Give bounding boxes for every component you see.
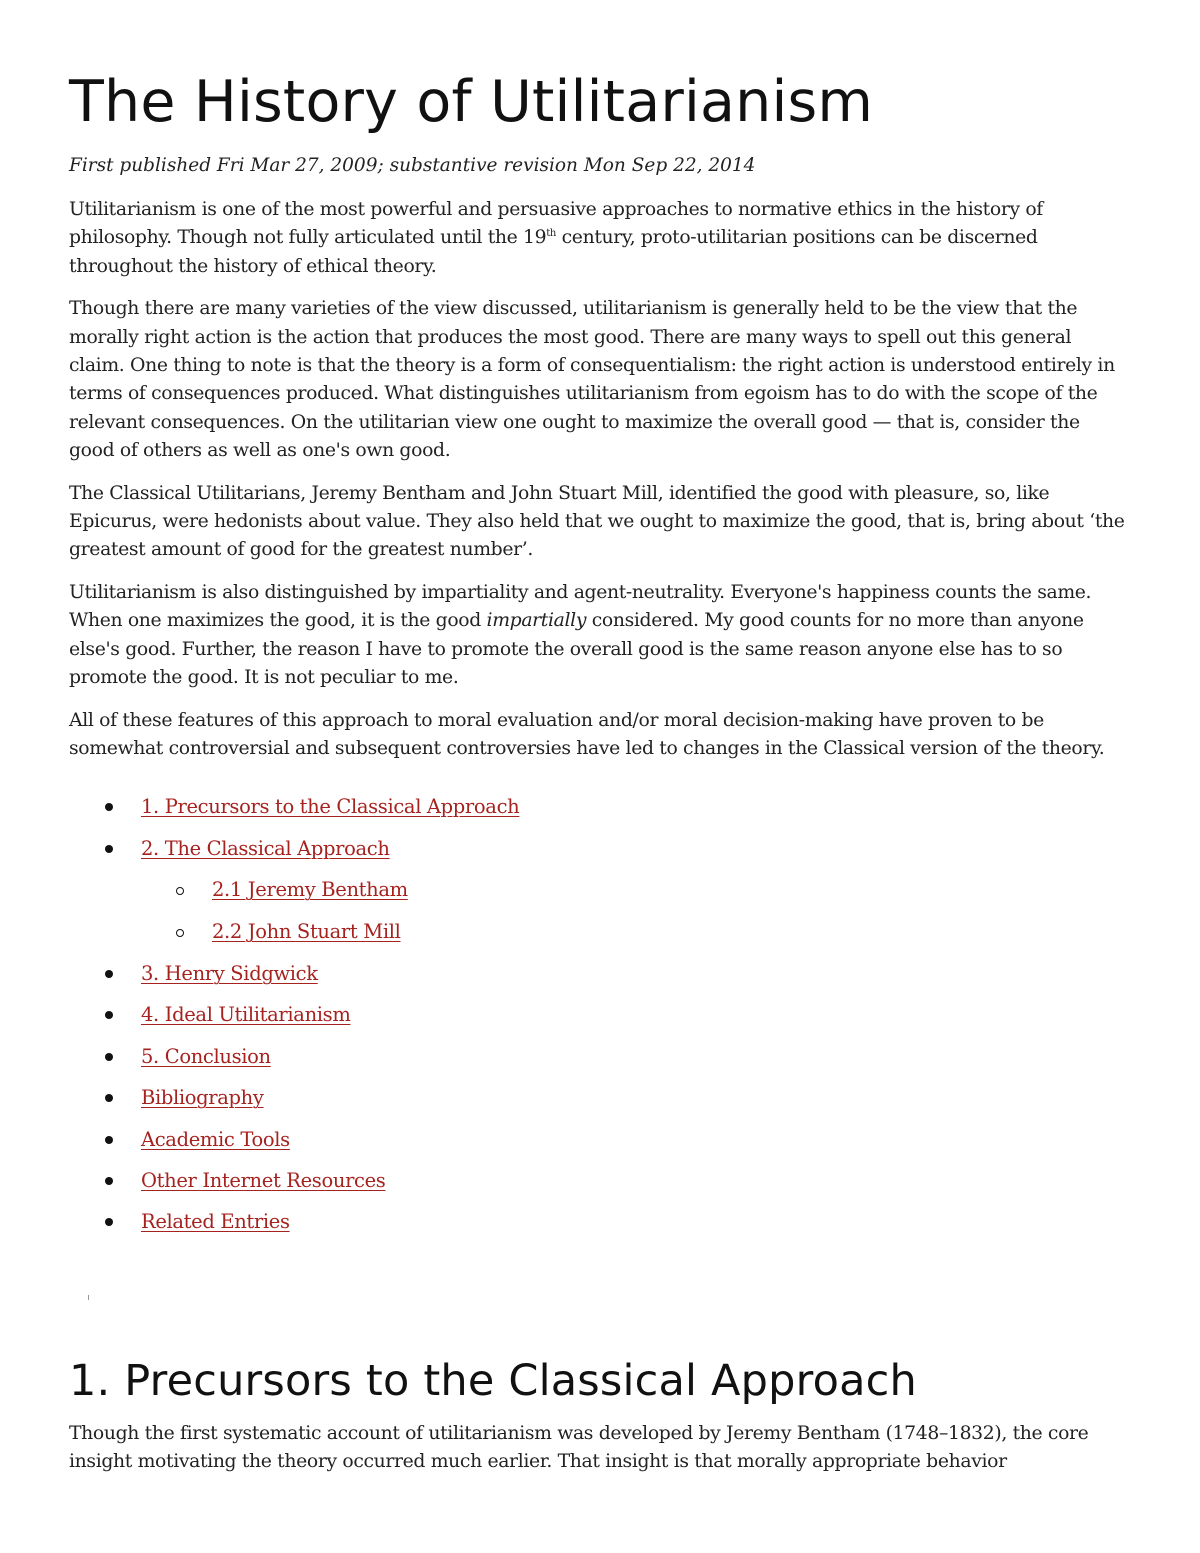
circle-bullet-icon — [176, 929, 184, 937]
circle-bullet-icon — [176, 887, 184, 895]
toc-link-classical-approach[interactable]: 2. The Classical Approach — [141, 836, 390, 860]
bullet-icon — [105, 1053, 113, 1061]
toc-link-conclusion[interactable]: 5. Conclusion — [141, 1044, 271, 1068]
toc-link-ideal-utilitarianism[interactable]: 4. Ideal Utilitarianism — [141, 1003, 351, 1027]
intro-paragraph-5: All of these features of this approach to moral evaluation and/or moral decision-making have proven to be somewhat controversial and subsequent controversies have led to changes in the Classical version of the theory. — [69, 709, 1105, 759]
bullet-icon — [105, 1011, 113, 1019]
bullet-icon — [105, 970, 113, 978]
toc-item — [69, 835, 1129, 863]
toc-item — [69, 1001, 1129, 1029]
ordinal-superscript: th — [546, 228, 557, 240]
toc-item — [69, 1043, 1129, 1071]
toc-link-precursors[interactable]: 1. Precursors to the Classical Approach — [141, 795, 520, 819]
section-paragraph: Though the first systematic account of utilitarianism was developed by Jeremy Bentham (1748–1832), the core insight motivating the theory occurred much earlier. That insight is that morally appropriate behavior — [69, 1423, 1089, 1473]
page-title: The History of Utilitarianism — [69, 69, 874, 135]
bullet-icon — [105, 1218, 113, 1226]
toc-item — [69, 960, 1129, 988]
toc-link-mill[interactable]: 2.2 John Stuart Mill — [212, 920, 401, 944]
document-page — [69, 62, 1129, 1250]
bullet-icon — [105, 1136, 113, 1144]
intro-paragraph-3: The Classical Utilitarians, Jeremy Bentham and John Stuart Mill, identified the good with pleasure, so, like Epicurus, were hedonists about value. They also held that we ought to maximize the good, that is, bring about ‘the greatest amount of good for the greatest number’. — [69, 482, 1125, 561]
cursor-mark — [88, 1295, 89, 1300]
bullet-icon — [105, 845, 113, 853]
toc-item — [69, 1126, 1129, 1154]
paragraph-text: Utilitarianism is also distinguished by impartiality and agent-neutrality. Everyone's happiness counts the same. When one maximizes the good, it is the good — [69, 581, 1092, 632]
toc-item — [69, 1084, 1129, 1112]
toc-subitem — [69, 918, 1129, 946]
paragraph-text: Utilitarianism is one of the most powerful and persuasive approaches to normative ethics in the history of philosophy. Though not fully articulated until the 19 — [69, 199, 1043, 249]
bullet-icon — [105, 1094, 113, 1102]
publication-info: First published Fri Mar 27, 2009; substantive revision Mon Sep 22, 2014 — [69, 155, 756, 176]
toc-item — [69, 793, 1129, 821]
toc-link-other-resources[interactable]: Other Internet Resources — [141, 1169, 386, 1193]
bullet-icon — [105, 1177, 113, 1185]
section-heading: 1. Precursors to the Classical Approach — [69, 1356, 917, 1406]
intro-paragraph-4 — [69, 579, 1129, 693]
toc-item — [69, 1167, 1129, 1195]
bullet-icon — [105, 803, 113, 811]
intro-paragraph-1 — [69, 196, 1129, 281]
paragraph-text: century, proto-utilitarian positions can be discerned throughout the history of ethical theory. — [69, 227, 1038, 277]
toc-link-bentham[interactable]: 2.1 Jeremy Bentham — [212, 878, 408, 902]
table-of-contents — [69, 793, 1129, 1236]
toc-link-sidgwick[interactable]: 3. Henry Sidgwick — [141, 962, 318, 986]
toc-link-related-entries[interactable]: Related Entries — [141, 1210, 290, 1234]
toc-item — [69, 1208, 1129, 1236]
toc-link-bibliography[interactable]: Bibliography — [141, 1086, 264, 1110]
toc-subitem — [69, 876, 1129, 904]
emphasis-text: impartially — [486, 610, 587, 632]
toc-link-academic-tools[interactable]: Academic Tools — [141, 1127, 290, 1151]
paragraph-text: considered. My good counts for no more than anyone else's good. Further, the reason I have to promote the overall good is the same reason anyone else has to so promote the good. It is not peculiar to me. — [69, 610, 1084, 689]
intro-paragraph-2: Though there are many varieties of the view discussed, utilitarianism is generally held to be the view that the morally right action is the action that produces the most good. There are many ways to spell out this general claim. One thing to note is that the theory is a form of consequentialism: the right action is understood entirely in terms of consequences produced. What distinguishes utilitarianism from egoism has to do with the scope of the relevant consequences. On the utilitarian view one ought to maximize the overall good — that is, consider the good of others as well as one's own good. — [69, 298, 1115, 462]
